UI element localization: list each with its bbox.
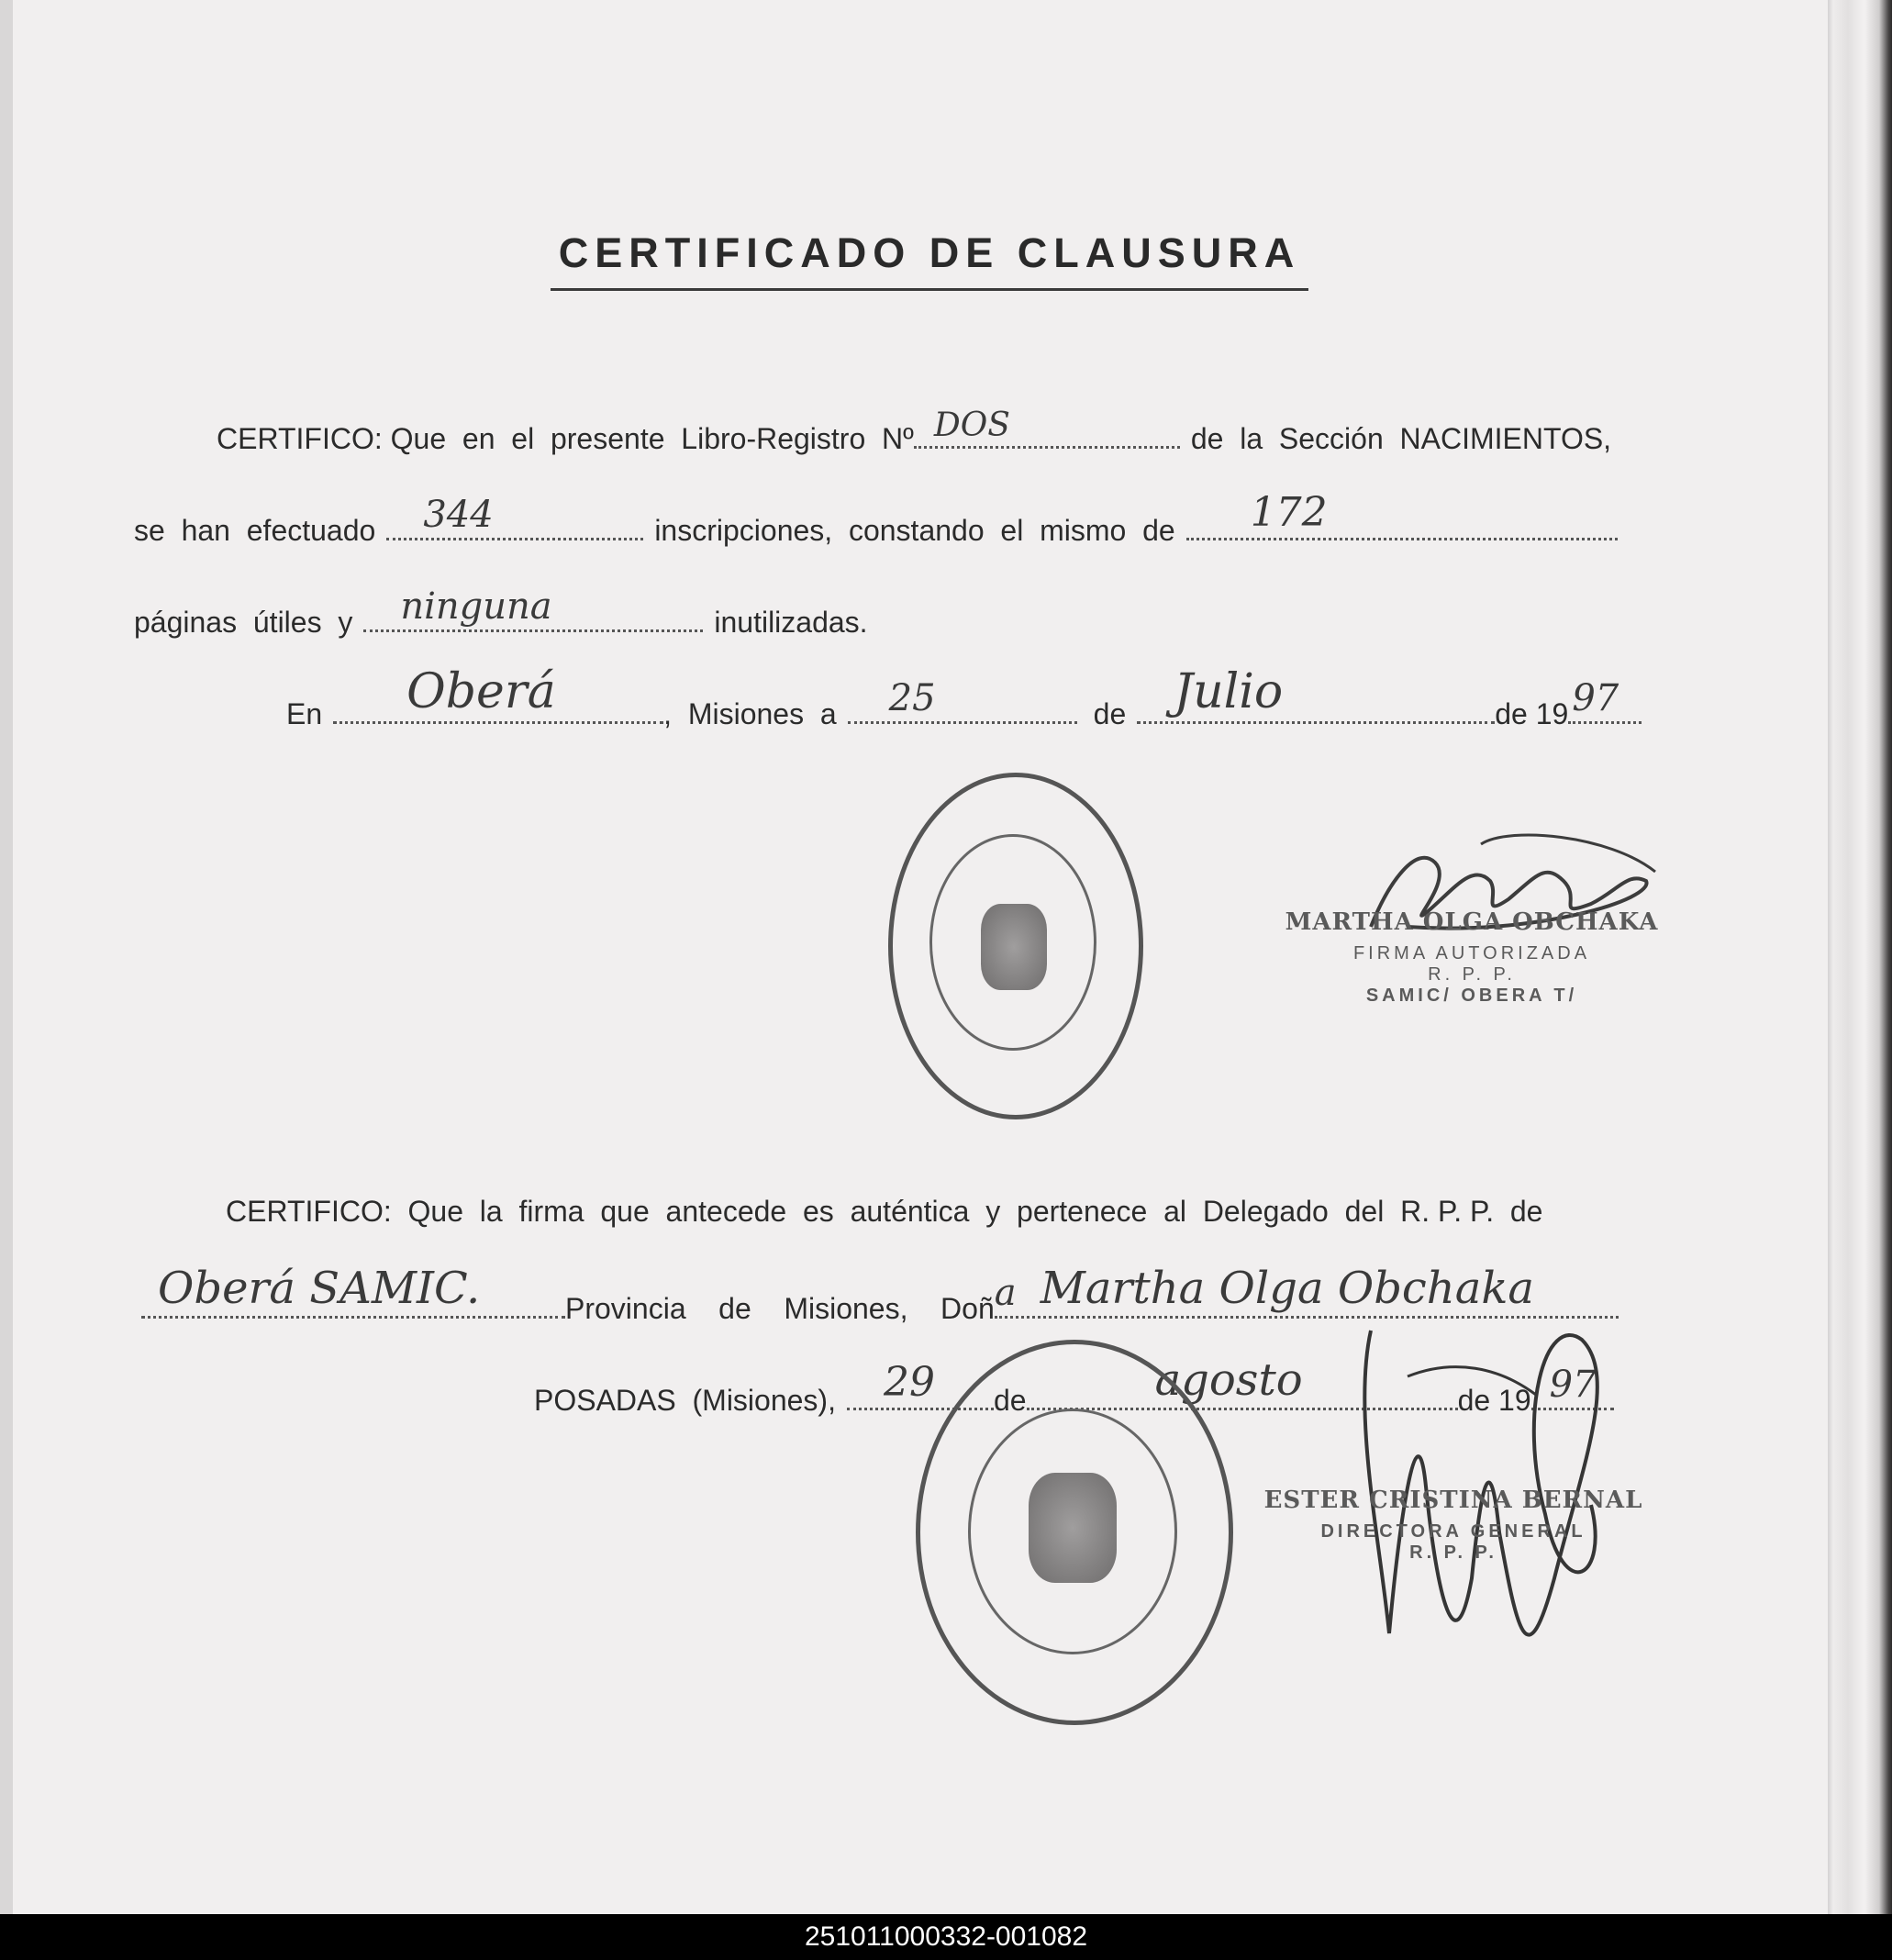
inscripciones-value: 344 [423, 494, 494, 536]
dia-field [848, 677, 1077, 724]
cert2-de19-label: de 19 [1457, 1384, 1531, 1417]
dia-value: 25 [888, 677, 936, 719]
cert1-line3-prefix: páginas útiles y [134, 606, 353, 639]
direccion-stamp [916, 1340, 1233, 1725]
mes-value: Julio [1174, 664, 1284, 719]
inscripciones-field [386, 494, 643, 540]
dona-suffix: a [994, 1272, 1017, 1314]
signer1-role: FIRMA AUTORIZADA [1352, 943, 1591, 963]
delegacion-stamp [888, 773, 1143, 1119]
delegacion-value: Oberá SAMIC. [158, 1263, 481, 1314]
lugar-field [333, 664, 663, 724]
cert2-line2-middle: Provincia de Misiones, Doñ [565, 1292, 995, 1325]
lugar-value: Oberá [406, 664, 556, 719]
cert2-posadas-label: POSADAS (Misiones), [534, 1384, 836, 1417]
cert2-mes-value: agosto [1154, 1354, 1303, 1406]
signer2-block [1261, 1487, 1646, 1564]
cert2-line1 [226, 1195, 1542, 1229]
delegacion-field [141, 1263, 565, 1319]
page-right-edge [1828, 0, 1892, 1914]
cert1-de-label: de [1093, 697, 1127, 730]
cert1-line3-suffix: inutilizadas. [714, 606, 868, 639]
cert2-dia-value: 29 [883, 1359, 935, 1406]
coat-of-arms-icon [1029, 1473, 1117, 1583]
document-id-footer: 251011000332-001082 [0, 1914, 1892, 1960]
coat-of-arms-icon [981, 904, 1047, 990]
cert1-line2-prefix: se han efectuado [134, 514, 376, 547]
cert1-en-label: En [286, 697, 323, 730]
document-title: CERTIFICADO DE CLAUSURA [551, 229, 1308, 291]
cert1-line1-suffix: de la Sección NACIMIENTOS, [1190, 422, 1612, 455]
mes-field [1137, 664, 1495, 724]
anio-value: 97 [1572, 677, 1619, 719]
inutilizadas-field [363, 585, 703, 632]
libro-numero-field [914, 406, 1180, 449]
signer1-block [1270, 908, 1674, 1007]
signer2-office: R. P. P. [1409, 1542, 1497, 1563]
cert1-line1 [217, 406, 1612, 456]
nombre-value: Martha Olga Obchaka [1040, 1263, 1535, 1314]
document-page [13, 0, 1828, 1914]
signer1-name: MARTHA OLGA OBCHAKA [1285, 908, 1659, 936]
cert1-line4 [286, 664, 1642, 731]
cert1-de19-label: de 19 [1495, 697, 1569, 730]
cert1-line1-prefix: CERTIFICO: Que en el presente Libro-Registro Nº [217, 422, 914, 455]
cert2-anio-value: 97 [1549, 1364, 1597, 1406]
signer2-name: ESTER CRISTINA BERNAL [1263, 1487, 1643, 1514]
cert1-line3 [134, 585, 868, 640]
paginas-value: 172 [1250, 489, 1328, 536]
cert1-line2 [134, 489, 1618, 548]
anio-field [1568, 677, 1642, 724]
cert1-line2-middle: inscripciones, constando el mismo de [654, 514, 1175, 547]
libro-numero-value: DOS [933, 406, 1010, 444]
signer1-location: SAMIC/ OBERA T/ [1365, 986, 1578, 1006]
signer1-office: R. P. P. [1428, 964, 1516, 985]
signer2-role: DIRECTORA GENERAL [1320, 1521, 1586, 1542]
paginas-field [1186, 489, 1618, 540]
cert2-de-label: de [993, 1384, 1027, 1417]
cert2-line1-text: CERTIFICO: Que la firma que antecede es auténtica y pertenece al Delegado del R. P. P. de [226, 1195, 1543, 1228]
inutilizadas-value: ninguna [400, 585, 552, 628]
cert1-misiones-label: , Misiones a [663, 697, 837, 730]
